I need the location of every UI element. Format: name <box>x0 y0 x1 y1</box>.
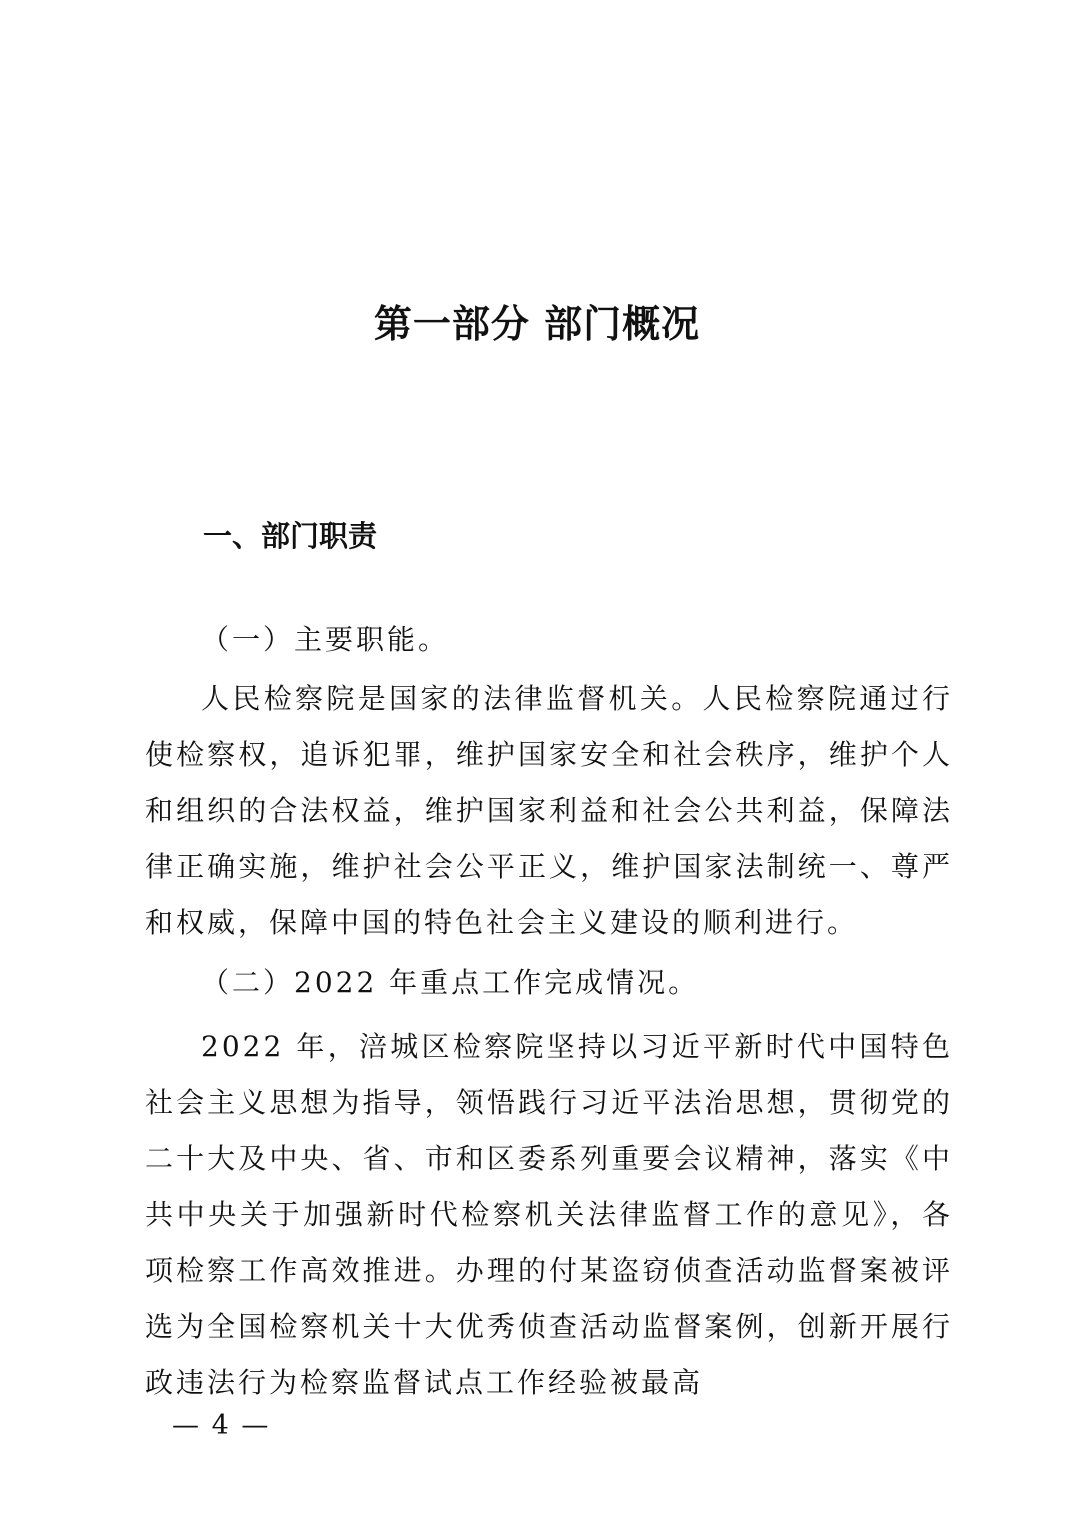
paragraph-main-functions: 人民检察院是国家的法律监督机关。人民检察院通过行使检察权，追诉犯罪，维护国家安全和社会秩序，维护个人和组织的合法权益，维护国家利益和社会公共利益，保障法律正确实施，维护社会公平正义，维护国家法制统一、尊严和权威，保障中国的特色社会主义建设的顺利进行。 <box>145 682 953 939</box>
section-heading: 一、部门职责 <box>203 519 378 553</box>
paragraph-2022-work: 2022 年，涪城区检察院坚持以习近平新时代中国特色社会主义思想为指导，领悟践行习近平法治思想，贯彻党的二十大及中央、省、市和区委系列重要会议精神，落实《中共中央关于加强新时代检察机关法律监督工作的意见》，各项检察工作高效推进。办理的付某盗窃侦查活动监督案被评选为全国检察机关十大优秀侦查活动监督案例，创新开展行政违法行为检察监督试点工作经验被最高 <box>145 1030 953 1399</box>
part-title: 第一部分 部门概况 <box>373 302 701 346</box>
subheading-main-functions: （一）主要职能。 <box>201 623 450 656</box>
page-number: — 4 — <box>172 1410 271 1441</box>
subheading-2022-work: （二）2022 年重点工作完成情况。 <box>201 966 700 999</box>
